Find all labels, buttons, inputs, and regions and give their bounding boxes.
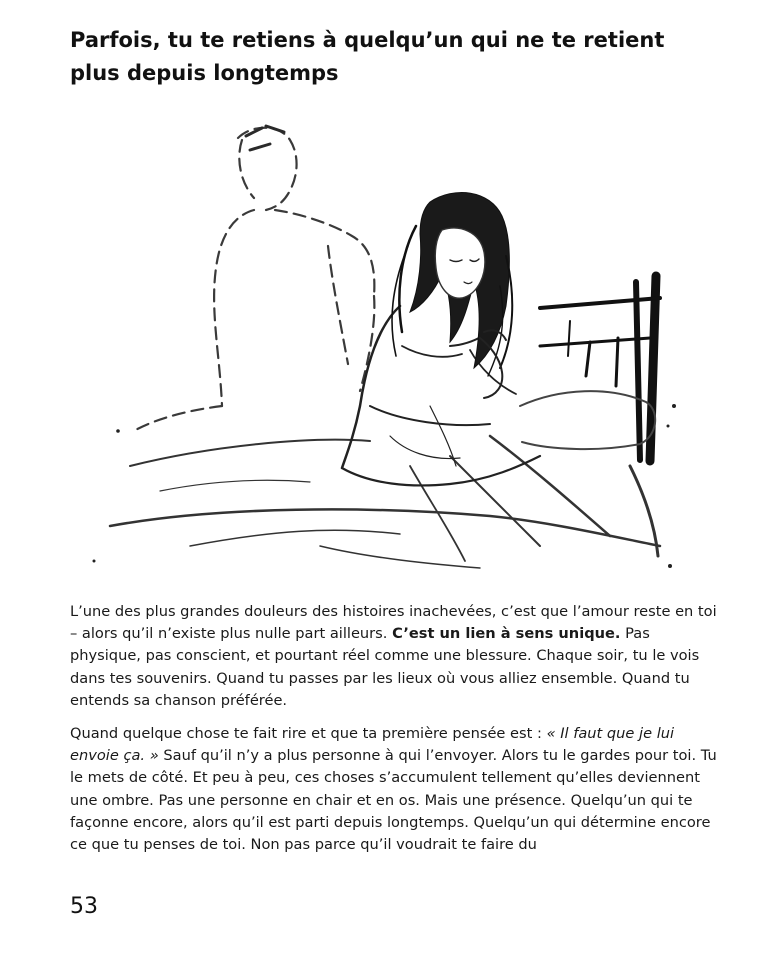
- illustration-artwork: [70, 106, 704, 576]
- paragraph-1-bold: C’est un lien à sens unique.: [392, 625, 621, 643]
- ink-splatter: [93, 404, 677, 568]
- paragraph-1: [70, 601, 720, 712]
- paragraph-2-text-a: Quand quelque chose te fait rire et que ta première pensée est :: [70, 725, 547, 743]
- page-title: Parfois, tu te retiens à quelqu’un qui ne te retient plus depuis longtemps: [70, 28, 665, 85]
- pillow: [520, 391, 655, 449]
- bed-blanket: [110, 436, 660, 568]
- paragraph-2-text-b: Sauf qu’il n’y a plus personne à qui l’envoyer. Alors tu le gardes pour toi. Tu le mets de côté. Et peu à peu, ces choses s’accumulent tellement qu’elles deviennent une ombre. Pas une personne en chair et en os. Mais une présence. Quelqu’un qui te façonne encore, alors qu’il est parti depuis longtemps. Quelqu’un qui détermine encore ce que tu penses de toi. Non pas parce qu’il voudrait te faire du: [70, 747, 717, 854]
- page-number: 53: [70, 894, 98, 919]
- paragraph-1-text-b: Pas physique, pas conscient, et pourtant réel comme une blessure. Chaque soir, tu le vois dans tes souvenirs. Quand tu passes par les lieux où vous alliez ensemble. Quand tu entends sa chanson préférée.: [70, 625, 700, 709]
- bed-frame: [540, 276, 660, 461]
- paragraph-2-italic: « Il faut que je lui envoie ça. »: [70, 725, 675, 765]
- man-hair-strokes: [246, 126, 284, 150]
- ink-illustration: [70, 106, 704, 576]
- body-text: [70, 601, 720, 867]
- paragraph-1-text-a: L’une des plus grandes douleurs des histoires inachevées, c’est que l’amour reste en toi – alors qu’il n’existe plus nulle part ailleurs.: [70, 603, 717, 643]
- paragraph-2: [70, 723, 720, 856]
- woman-face: [435, 228, 485, 298]
- man-silhouette: [132, 128, 374, 432]
